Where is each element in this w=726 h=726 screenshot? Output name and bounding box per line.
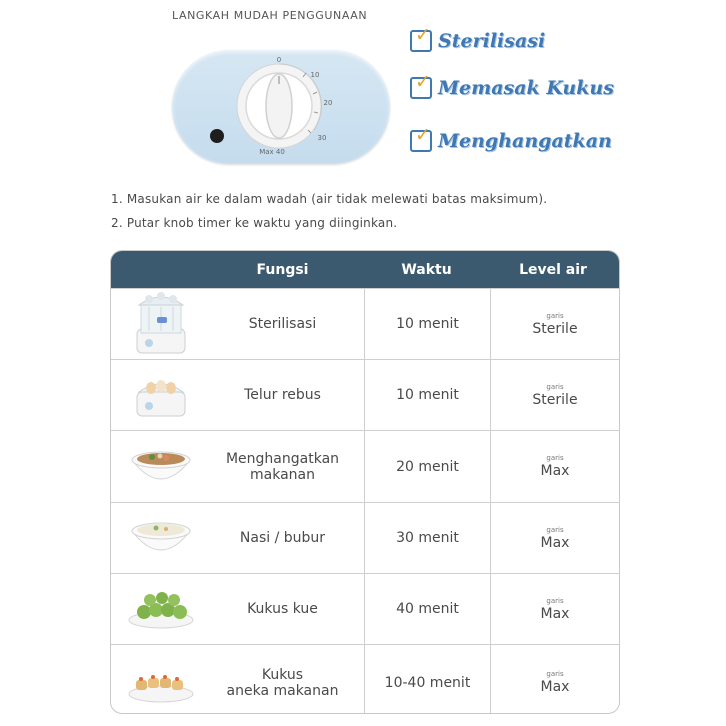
checkbox-icon: ✓ — [410, 130, 432, 152]
table-row — [111, 644, 619, 714]
fungsi-line-1: Menghangatkan — [225, 450, 340, 467]
fungsi-cell — [111, 431, 364, 502]
waktu-cell: 10 menit — [364, 360, 490, 430]
waktu-cell: 30 menit — [364, 503, 490, 573]
fungsi-text — [211, 667, 364, 699]
fungsi-text — [211, 601, 364, 617]
level-cell — [490, 503, 619, 573]
level-value: Sterile — [532, 320, 578, 337]
level-value: Sterile — [532, 391, 578, 408]
fungsi-text — [211, 530, 364, 546]
table-row — [111, 573, 619, 644]
fungsi-line-2: aneka makanan — [226, 682, 339, 699]
fungsi-cell — [111, 503, 364, 573]
egg-steamer-icon — [111, 360, 211, 430]
table-row — [111, 502, 619, 573]
header-fungsi: Fungsi — [256, 261, 309, 278]
level-value: Max — [540, 605, 570, 622]
level-prefix: garis — [546, 382, 564, 391]
food-bowl-icon — [111, 431, 211, 502]
table-row — [111, 430, 619, 502]
feature-label: Menghangatkan — [438, 130, 612, 152]
level-value: Max — [540, 463, 570, 479]
level-cell — [490, 431, 619, 502]
level-value: Max — [540, 679, 570, 695]
table-row — [111, 359, 619, 430]
level-cell — [490, 360, 619, 430]
fungsi-text — [211, 451, 364, 483]
checkbox-icon: ✓ — [410, 77, 432, 99]
sterilizer-icon — [111, 289, 211, 359]
fungsi-line-1: Telur rebus — [244, 387, 321, 403]
dial-mark-30: 30 — [317, 134, 327, 142]
green-cakes-icon — [111, 574, 211, 644]
fungsi-cell — [111, 360, 364, 430]
control-panel — [172, 50, 390, 164]
header-level-air: Level air — [519, 261, 587, 278]
fungsi-cell — [111, 574, 364, 644]
fungsi-line-1: Kukus — [261, 666, 304, 683]
dial-mark-20: 20 — [323, 99, 333, 107]
instruction-steps — [111, 192, 547, 240]
feature-sterilisasi — [410, 26, 545, 56]
step-2: 2. Putar knob timer ke waktu yang diinginkan. — [111, 216, 398, 230]
fungsi-line-1: Kukus kue — [247, 601, 318, 617]
dial-mark-0: 0 — [276, 56, 282, 64]
feature-menghangatkan — [410, 126, 612, 156]
dial-mark-max: Max 40 — [259, 148, 285, 156]
fungsi-line-2: makanan — [250, 466, 315, 483]
checkbox-icon: ✓ — [410, 30, 432, 52]
level-value: Max — [540, 534, 570, 551]
waktu-cell: 40 menit — [364, 574, 490, 644]
waktu-cell: 20 menit — [364, 431, 490, 502]
feature-memasak-kukus — [410, 73, 614, 103]
dumplings-icon — [111, 645, 211, 714]
timer-knob[interactable] — [222, 50, 342, 164]
waktu-cell: 10 menit — [364, 289, 490, 359]
dial-mark-10: 10 — [310, 71, 320, 79]
fungsi-text — [211, 316, 364, 332]
page-heading: LANGKAH MUDAH PENGGUNAAN — [172, 9, 368, 22]
table-header — [111, 251, 619, 288]
header-cell — [111, 251, 364, 288]
level-cell — [490, 645, 619, 714]
level-prefix: garis — [546, 311, 564, 320]
porridge-bowl-icon — [111, 503, 211, 573]
feature-label: Sterilisasi — [438, 30, 546, 52]
level-cell — [490, 574, 619, 644]
function-table — [110, 250, 620, 714]
feature-label: Memasak Kukus — [438, 77, 614, 99]
level-prefix: garis — [546, 670, 564, 678]
fungsi-line-1: Sterilisasi — [248, 316, 317, 332]
level-cell — [490, 289, 619, 359]
fungsi-cell — [111, 289, 364, 359]
level-prefix: garis — [546, 525, 564, 534]
table-row — [111, 288, 619, 359]
level-prefix: garis — [546, 454, 564, 462]
fungsi-line-1: Nasi / bubur — [239, 530, 326, 546]
header-waktu: Waktu — [401, 261, 452, 278]
level-prefix: garis — [546, 596, 564, 605]
fungsi-cell — [111, 645, 364, 714]
fungsi-text — [211, 387, 364, 403]
step-1: 1. Masukan air ke dalam wadah (air tidak melewati batas maksimum). — [111, 192, 548, 206]
waktu-cell: 10-40 menit — [364, 645, 490, 714]
